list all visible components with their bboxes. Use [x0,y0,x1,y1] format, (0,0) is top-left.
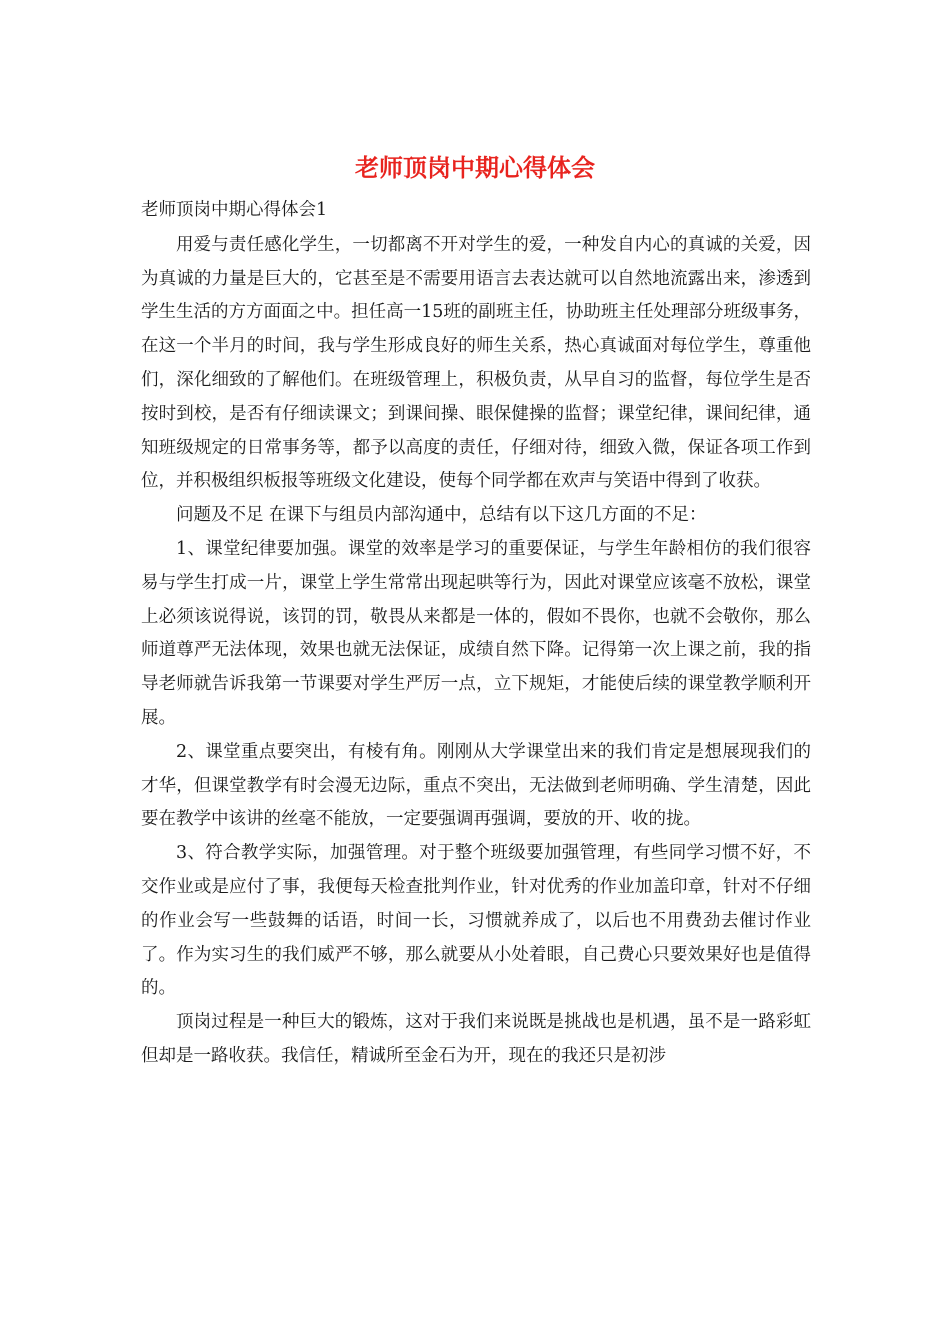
paragraph-4: 2、课堂重点要突出，有棱有角。刚刚从大学课堂出来的我们肯定是想展现我们的才华，但课堂教学有时会漫无边际，重点不突出，无法做到老师明确、学生清楚，因此要在教学中该讲的丝毫不能放，一定要强调再强调，要放的开、收的拢。 [141,741,811,830]
section-heading: 老师顶岗中期心得体会1 [141,200,328,220]
paragraph-2: 问题及不足 在课下与组员内部沟通中，总结有以下这几方面的不足： [176,505,707,526]
paragraph-3: 1、课堂纪律要加强。课堂的效率是学习的重要保证，与学生年龄相仿的我们很容易与学生打成一片，课堂上学生常常出现起哄等行为，因此对课堂应该毫不放松，课堂上必须该说得说，该罚的罚，敬畏从来都是一体的，假如不畏你，也就不会敬你，那么师道尊严无法体现，效果也就无法保证，成绩自然下降。记得第一次上课之前，我的指导老师就告诉我第一节课要对学生严厉一点，立下规矩，才能使后续的课堂教学顺利开展。 [141,538,811,728]
paragraph-6: 顶岗过程是一种巨大的锻炼，这对于我们来说既是挑战也是机遇，虽不是一路彩虹但却是一路收获。我信任，精诚所至金石为开，现在的我还只是初涉 [141,1012,811,1066]
document-body [141,194,811,1074]
paragraph-1: 用爱与责任感化学生，一切都离不开对学生的爱，一种发自内心的真诚的关爱，因为真诚的力量是巨大的，它甚至是不需要用语言去表达就可以自然地流露出来，渗透到学生生活的方方面面之中。担任高一15班的副班主任，协助班主任处理部分班级事务，在这一个半月的时间，我与学生形成良好的师生关系，热心真诚面对每位学生，尊重他们，深化细致的了解他们。在班级管理上，积极负责，从早自习的监督，每位学生是否按时到校，是否有仔细读课文；到课间操、眼保健操的监督；课堂纪律，课间纪律，通知班级规定的日常事务等，都予以高度的责任，仔细对待，细致入微，保证各项工作到位，并积极组织板报等班级文化建设，使每个同学都在欢声与笑语中得到了收获。 [141,234,811,492]
paragraph-5: 3、符合教学实际，加强管理。对于整个班级要加强管理，有些同学习惯不好，不交作业或是应付了事，我便每天检查批判作业，针对优秀的作业加盖印章，针对不仔细的作业会写一些鼓舞的话语，时间一长，习惯就养成了，以后也不用费劲去催讨作业了。作为实习生的我们威严不够，那么就要从小处着眼，自己费心只要效果好也是值得的。 [141,843,811,999]
document-title: 老师顶岗中期心得体会 [355,153,595,182]
